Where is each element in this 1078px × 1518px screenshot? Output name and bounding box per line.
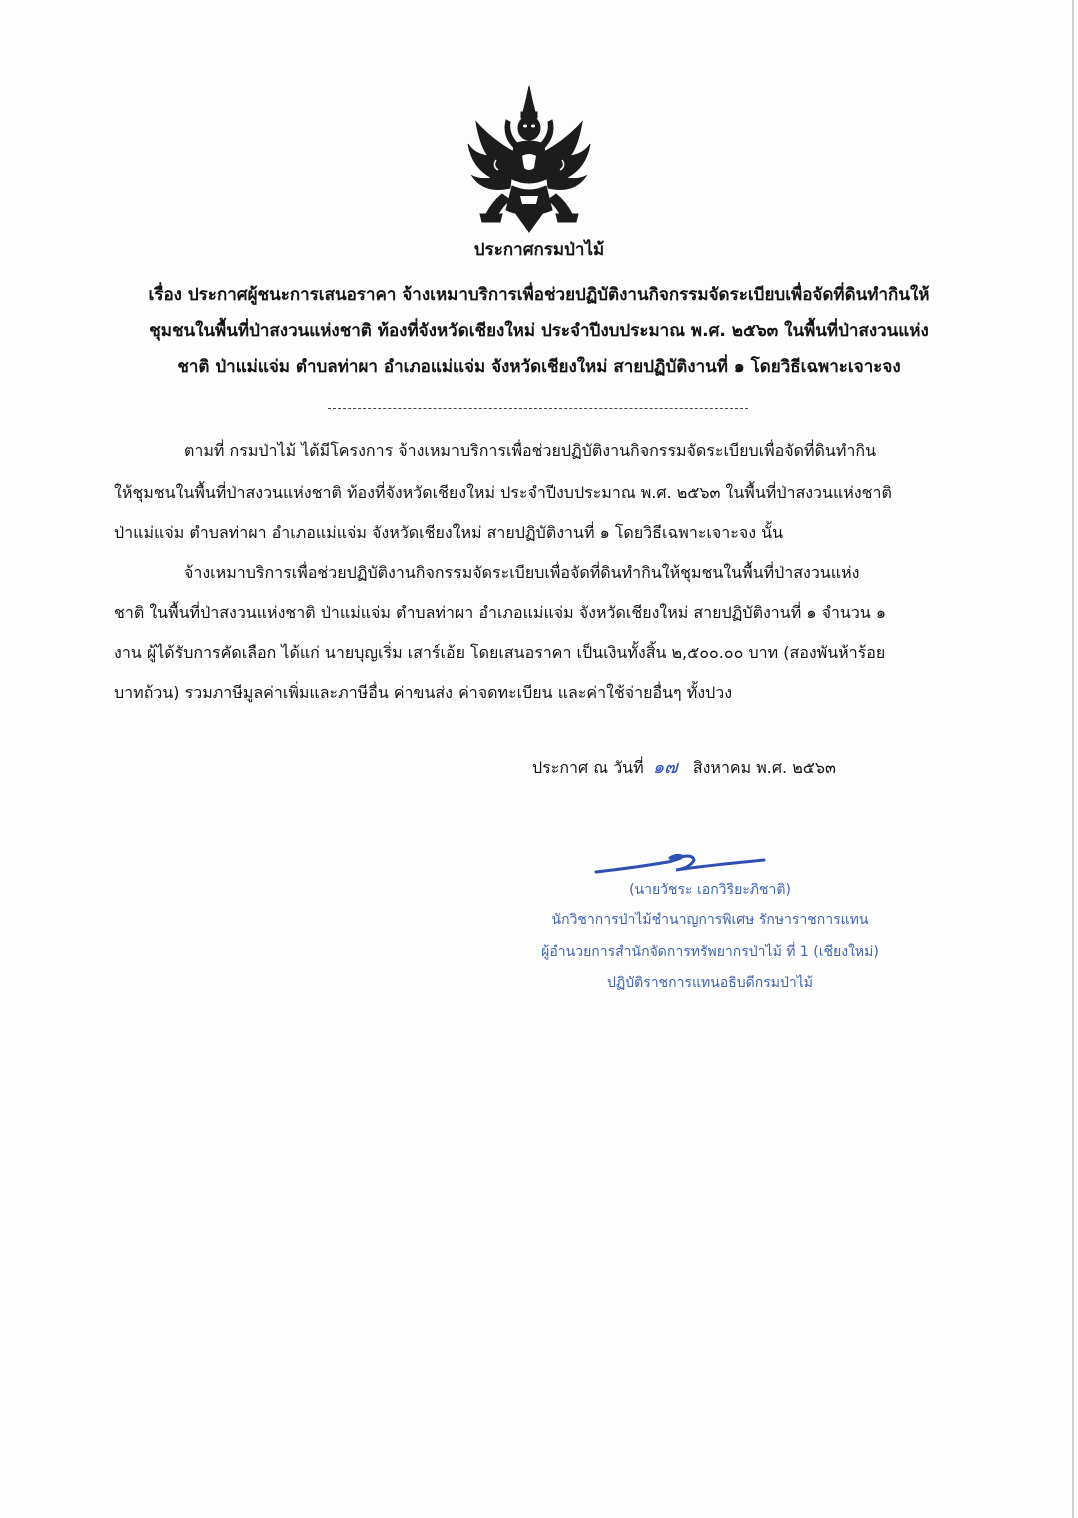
garuda-emblem-icon [466, 82, 592, 236]
signatory-position-1: นักวิชาการป่าไม้ชำนาญการพิเศษ รักษาราชการแทน [551, 912, 869, 928]
signatory-position-3: ปฏิบัติราชการแทนอธิบดีกรมป่าไม้ [606, 975, 813, 991]
date-day: ๑๗ [652, 757, 678, 778]
subject-line-1: เรื่อง ประกาศผู้ชนะการเสนอราคา จ้างเหมาบริการเพื่อช่วยปฏิบัติงานกิจกรรมจัดระเบียบเพื่อจัดที่ดินทำกินให้ [148, 285, 930, 305]
paragraph1-line-3: ป่าแม่แจ่ม ตำบลท่าผา อำเภอแม่แจ่ม จังหวัดเชียงใหม่ สายปฏิบัติงานที่ ๑ โดยวิธีเฉพาะเจาะจง นั้น [114, 523, 783, 542]
announcement-date [532, 752, 836, 781]
handwritten-signature-icon [592, 848, 768, 882]
issuer-title: ประกาศกรมป่าไม้ [473, 240, 605, 260]
signatory-position-2: ผู้อำนวยการสำนักจัดการทรัพยากรป่าไม้ ที่ 1 (เชียงใหม่) [541, 944, 879, 960]
paragraph1-line-1: ตามที่ กรมป่าไม้ ได้มีโครงการ จ้างเหมาบริการเพื่อช่วยปฏิบัติงานกิจกรรมจัดระเบียบเพื่อจัดที่ดินทำกิน [184, 441, 877, 460]
signatory-name: (นายวัชระ เอกวิริยะภิชาติ) [629, 882, 791, 898]
paragraph2-line-4: บาทถ้วน) รวมภาษีมูลค่าเพิ่มและภาษีอื่น ค่าขนส่ง ค่าจดทะเบียน และค่าใช้จ่ายอื่นๆ ทั้งปวง [114, 683, 733, 702]
paragraph2-line-1: จ้างเหมาบริการเพื่อช่วยปฏิบัติงานกิจกรรมจัดระเบียบเพื่อจัดที่ดินทำกินให้ชุมชนในพื้นที่ป่าสงวนแห่ง [184, 563, 860, 582]
date-prefix: ประกาศ ณ วันที่ [532, 758, 644, 777]
paragraph2-line-3: งาน ผู้ได้รับการคัดเลือก ได้แก่ นายบุญเริ่ม เสาร์เอ้ย โดยเสนอราคา เป็นเงินทั้งสิ้น ๒,๕๐๐.๐๐ บาท (สองพันห้าร้อย [114, 643, 886, 662]
page-edge [1072, 0, 1074, 1518]
subject-line-3: ชาติ ป่าแม่แจ่ม ตำบลท่าผา อำเภอแม่แจ่ม จังหวัดเชียงใหม่ สายปฏิบัติงานที่ ๑ โดยวิธีเฉพาะเจาะจง [177, 357, 901, 377]
dashed-separator [328, 408, 748, 409]
date-month-year: สิงหาคม พ.ศ. ๒๕๖๓ [692, 758, 836, 777]
paragraph1-line-2: ให้ชุมชนในพื้นที่ป่าสงวนแห่งชาติ ท้องที่จังหวัดเชียงใหม่ ประจำปีงบประมาณ พ.ศ. ๒๕๖๓ ในพื้นที่ป่าสงวนแห่งชาติ [114, 483, 892, 502]
paragraph2-line-2: ชาติ ในพื้นที่ป่าสงวนแห่งชาติ ป่าแม่แจ่ม ตำบลท่าผา อำเภอแม่แจ่ม จังหวัดเชียงใหม่ สายปฏิบัติงานที่ ๑ จำนวน ๑ [114, 603, 887, 622]
subject-line-2: ชุมชนในพื้นที่ป่าสงวนแห่งชาติ ท้องที่จังหวัดเชียงใหม่ ประจำปีงบประมาณ พ.ศ. ๒๕๖๓ ในพื้นที่ป่าสงวนแห่ง [149, 321, 929, 341]
